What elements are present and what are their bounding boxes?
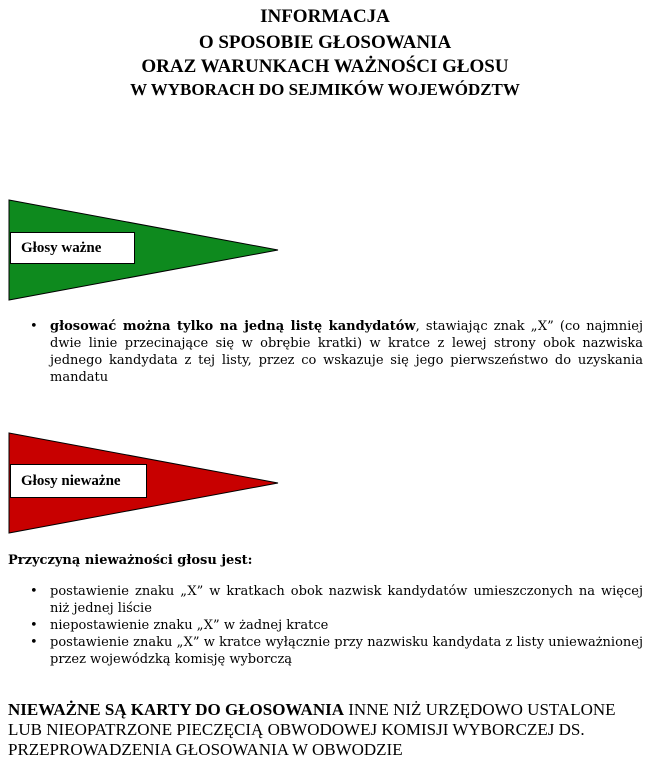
invalid-cause-heading: Przyczyną nieważności głosu jest: bbox=[8, 553, 253, 568]
title-line-2: O SPOSOBIE GŁOSOWANIA bbox=[198, 32, 452, 53]
rule-text: , stawiając znak „X” (co najmniej dwie linie przecinające się w obrębie kratki) w kratce z lewej strony obok nazwiska jednego kandydata z tej listy, przez co wskazuje się jego pierwszeństwo do uzyskania mandatu bbox=[50, 319, 643, 385]
title-line-1: INFORMACJA bbox=[260, 6, 390, 27]
invalid-causes-list bbox=[8, 583, 643, 668]
rule-bold-text: głosować można tylko na jedną listę kandydatów bbox=[50, 319, 416, 334]
list-item: • postawienie znaku „X” w kratce wyłącznie przy nazwisku kandydata z listy unieważnionej przez wojewódzką komisję wyborczą bbox=[8, 634, 643, 668]
valid-votes-label: Głosy ważne bbox=[10, 232, 135, 264]
list-item: • postawienie znaku „X” w kratkach obok nazwisk kandydatów umieszczonych na więcej niż jednej liście bbox=[8, 583, 643, 617]
invalid-votes-label: Głosy nieważne bbox=[10, 464, 147, 498]
list-item: • niepostawienie znaku „X” w żadnej kratce bbox=[8, 617, 643, 634]
title-line-3: ORAZ WARUNKACH WAŻNOŚCI GŁOSU bbox=[141, 56, 509, 77]
valid-votes-rules bbox=[8, 318, 643, 386]
footer-text: INNE NIŻ URZĘDOWO USTALONE LUB NIEOPATRZONE PIECZĘCIĄ OBWODOWEJ KOMISJI WYBORCZEJ DS. PRZEPROWADZENIA GŁOSOWANIA W OBWODZIE bbox=[8, 700, 616, 759]
footer-bold-text: NIEWAŻNE SĄ KARTY DO GŁOSOWANIA bbox=[8, 700, 344, 719]
list-item bbox=[8, 318, 643, 386]
title-line-4: W WYBORACH DO SEJMIKÓW WOJEWÓDZTW bbox=[130, 80, 520, 99]
footer-notice bbox=[8, 700, 648, 760]
